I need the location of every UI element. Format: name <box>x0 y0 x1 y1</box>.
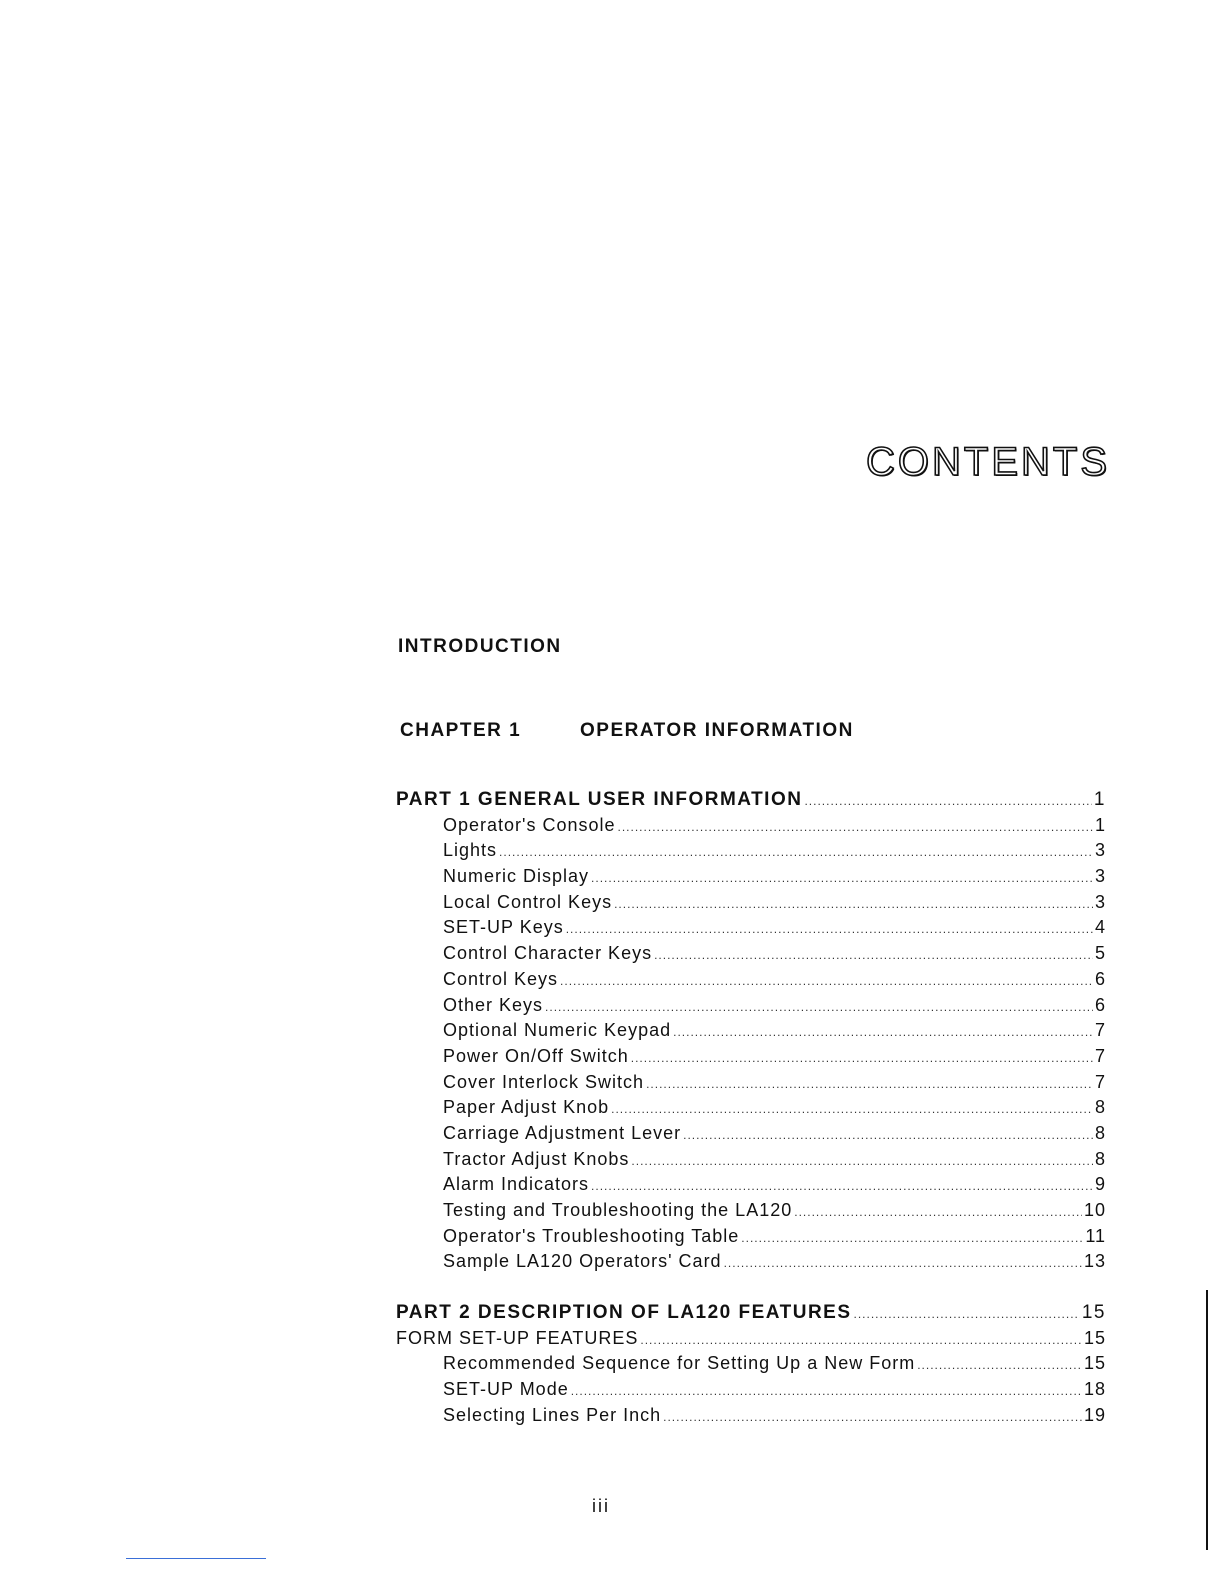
leader-dots <box>545 995 1093 1021</box>
toc-page-number: 8 <box>1094 1097 1106 1118</box>
leader-dots <box>724 1251 1082 1277</box>
toc-entry <box>396 1403 1106 1429</box>
toc-entry-label: Control Character Keys <box>443 943 653 964</box>
toc-entry <box>396 813 1106 839</box>
toc-page-number: 15 <box>1081 1302 1106 1324</box>
toc-entry-label: Local Control Keys <box>443 891 613 912</box>
toc-entry <box>396 1351 1106 1377</box>
toc-entry <box>396 1377 1106 1403</box>
leader-dots <box>591 866 1093 892</box>
toc-entry <box>396 1121 1106 1147</box>
toc-entry-label: Numeric Display <box>443 866 590 887</box>
toc-entry <box>396 1172 1106 1198</box>
leader-dots <box>854 1302 1080 1328</box>
toc-entry <box>396 1224 1106 1250</box>
toc-page-number: 15 <box>1083 1353 1106 1374</box>
toc-page-number: 3 <box>1094 840 1106 861</box>
toc-entry <box>396 1147 1106 1173</box>
leader-dots <box>654 943 1093 969</box>
toc-entry-label: Control Keys <box>443 968 559 989</box>
leader-dots <box>611 1097 1093 1123</box>
toc-page-number: 8 <box>1094 1148 1106 1169</box>
toc-entry <box>396 1044 1106 1070</box>
toc-page-number: 3 <box>1094 866 1106 887</box>
toc-page-number: 5 <box>1094 943 1106 964</box>
toc-page-number: 7 <box>1094 1045 1106 1066</box>
toc-entry-label: Testing and Troubleshooting the LA120 <box>443 1200 793 1220</box>
leader-dots <box>804 789 1091 815</box>
toc-entry-label: Operator's Console <box>443 814 616 835</box>
toc-entry-label: Carriage Adjustment Lever <box>443 1122 682 1143</box>
leader-dots <box>560 969 1093 995</box>
toc-entry-label: Power On/Off Switch <box>443 1045 629 1066</box>
toc-page-number: 4 <box>1094 917 1106 938</box>
toc-entry-label: SET-UP Mode <box>443 1379 569 1400</box>
leader-dots <box>683 1123 1093 1149</box>
toc-entry <box>396 993 1106 1019</box>
leader-dots <box>571 1379 1082 1405</box>
leader-dots <box>646 1072 1093 1098</box>
leader-dots <box>618 815 1093 841</box>
toc-entry-label: Tractor Adjust Knobs <box>443 1148 630 1169</box>
toc-entry-label: Operator's Troubleshooting Table <box>443 1225 740 1246</box>
toc-entry <box>396 967 1106 993</box>
toc-entry-label: Alarm Indicators <box>443 1174 590 1195</box>
leader-dots <box>614 892 1093 918</box>
toc-entry-label: Other Keys <box>443 994 544 1015</box>
toc-part-2 <box>396 1300 1106 1326</box>
toc-page-number: 6 <box>1094 994 1106 1015</box>
leader-dots <box>631 1149 1093 1175</box>
toc-page-number: 18 <box>1083 1379 1106 1400</box>
toc-section-label: FORM SET-UP FEATURES <box>396 1327 639 1348</box>
leader-dots <box>631 1046 1093 1072</box>
toc-page-number: 3 <box>1094 891 1106 912</box>
toc-entry-label: Paper Adjust Knob <box>443 1097 610 1118</box>
leader-dots <box>663 1405 1082 1431</box>
toc-entry-label: Selecting Lines Per Inch <box>443 1404 662 1425</box>
leader-dots <box>499 840 1093 866</box>
toc-entry <box>396 941 1106 967</box>
page-title: CONTENTS <box>866 440 1110 484</box>
toc-page-number: 1 <box>1094 814 1106 835</box>
introduction-heading: INTRODUCTION <box>398 636 562 657</box>
toc-page-number: 1 <box>1093 789 1106 810</box>
bottom-rule <box>126 1558 266 1559</box>
leader-dots <box>741 1226 1083 1252</box>
toc-page-number: 7 <box>1094 1071 1106 1092</box>
leader-dots <box>591 1174 1093 1200</box>
toc-entry <box>396 1018 1106 1044</box>
toc-page-number: 13 <box>1083 1251 1106 1272</box>
toc-part-1 <box>396 787 1106 813</box>
toc-entry <box>396 838 1106 864</box>
toc-entry <box>396 915 1106 941</box>
toc-part-label: PART 1 GENERAL USER INFORMATION <box>396 789 803 810</box>
toc-entry <box>396 1198 1106 1224</box>
toc-entry <box>396 890 1106 916</box>
edge-rule <box>1206 1290 1208 1550</box>
leader-dots <box>640 1328 1082 1354</box>
toc-entry <box>396 864 1106 890</box>
toc-entry <box>396 1095 1106 1121</box>
toc-page-number: 6 <box>1094 968 1106 989</box>
toc-entry-label: Sample LA120 Operators' Card <box>443 1251 722 1272</box>
toc-entry-label: Optional Numeric Keypad <box>443 1020 672 1041</box>
toc-page-number: 10 <box>1083 1200 1106 1220</box>
toc-entry <box>396 1070 1106 1096</box>
toc-entry-label: SET-UP Keys <box>443 917 564 938</box>
leader-dots <box>794 1200 1082 1226</box>
page-number-footer: iii <box>592 1496 610 1516</box>
toc-part-label: PART 2 DESCRIPTION OF LA120 FEATURES <box>396 1302 852 1324</box>
chapter-name: OPERATOR INFORMATION <box>580 720 854 741</box>
leader-dots <box>566 917 1093 943</box>
toc-section <box>396 1326 1106 1352</box>
toc-entry <box>396 1249 1106 1275</box>
table-of-contents <box>396 787 1106 1429</box>
chapter-label: CHAPTER 1 <box>400 720 522 741</box>
toc-page-number: 15 <box>1083 1327 1106 1348</box>
toc-page-number: 7 <box>1094 1020 1106 1041</box>
toc-entry-label: Recommended Sequence for Setting Up a New Form <box>443 1353 916 1374</box>
toc-page-number: 11 <box>1085 1225 1106 1246</box>
toc-entry-label: Lights <box>443 840 498 861</box>
leader-dots <box>917 1353 1082 1379</box>
toc-page-number: 8 <box>1094 1122 1106 1143</box>
toc-page-number: 9 <box>1094 1174 1106 1195</box>
leader-dots <box>673 1020 1093 1046</box>
toc-entry-label: Cover Interlock Switch <box>443 1071 645 1092</box>
toc-page-number: 19 <box>1083 1404 1106 1425</box>
